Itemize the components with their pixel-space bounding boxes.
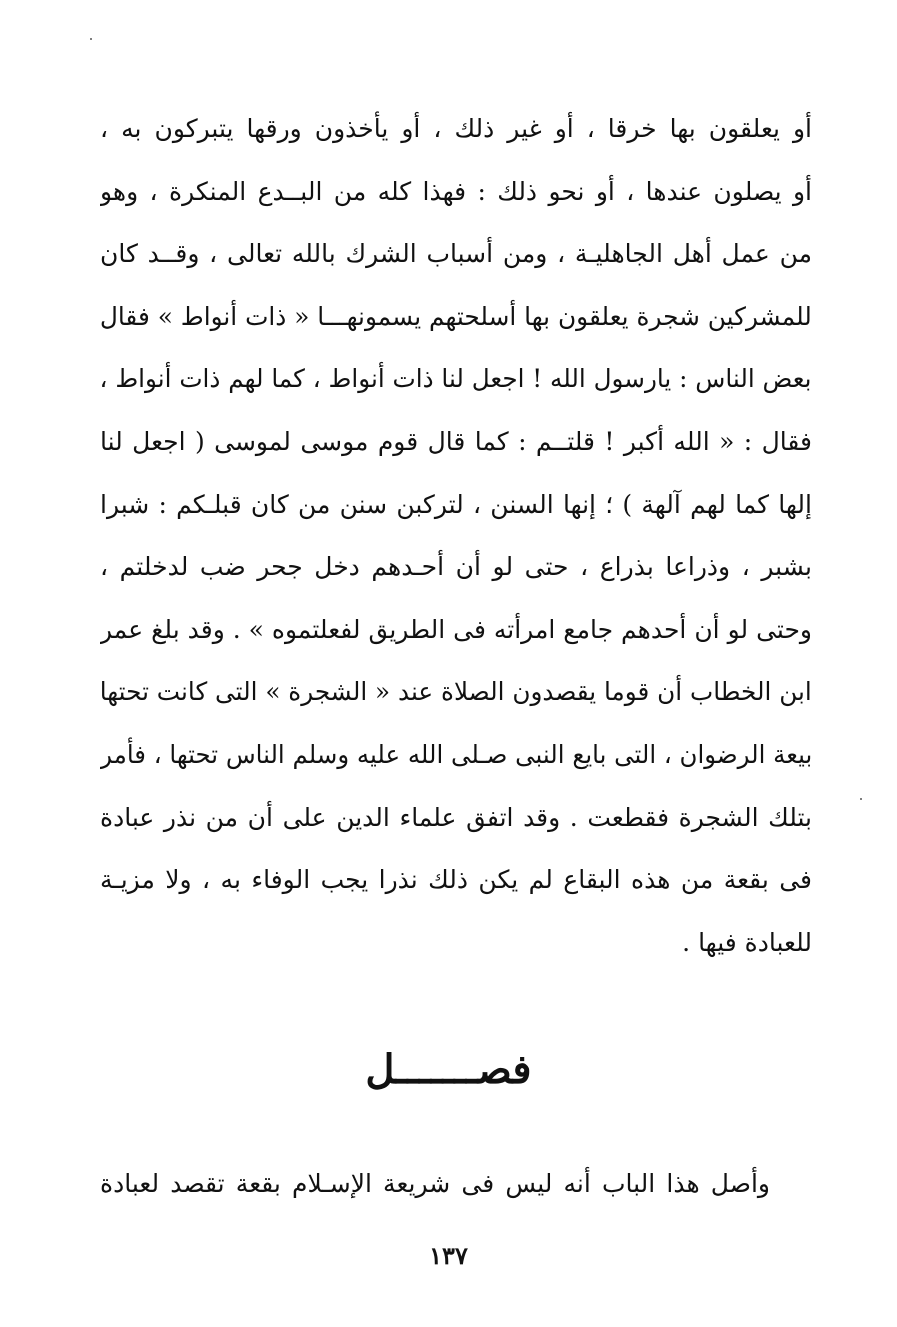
text-line: أو يعلقون بها خرقا ، أو غير ذلك ، أو يأخذون ورقها يتبركون به ،	[100, 114, 812, 143]
section-heading: فصـــــــل	[365, 1046, 532, 1093]
text-line: بيعة الرضوان ، التى بايع النبى صـلى الله عليه وسلم الناس تحتها ، فأمر	[100, 739, 812, 769]
scan-speck	[860, 798, 862, 800]
text-line: إلها كما لهم آلهة ) ؛ إنها السنن ، لتركبن سنن من كان قبلـكم : شبرا	[100, 489, 812, 519]
scan-speck	[90, 38, 92, 40]
text-line: وحتى لو أن أحدهم جامع امرأته فى الطريق لفعلتموه » . وقد بلغ عمر	[100, 614, 812, 644]
text-line: بعض الناس : يارسول الله ! اجعل لنا ذات أنواط ، كما لهم ذات أنواط ،	[100, 364, 812, 394]
body-paragraph	[100, 104, 812, 980]
text-line: للعبادة فيها .	[682, 927, 812, 957]
text-line: فقال : « الله أكبر ! قلتــم : كما قال قوم موسى لموسى ( اجعل لنا	[100, 426, 812, 456]
text-line: بشبر ، وذراعا بذراع ، حتى لو أن أحـدهم دخل جحر ضب لدخلتم ،	[100, 552, 812, 582]
text-line: بتلك الشجرة فقطعت . وقد اتفق علماء الدين على أن من نذر عبادة	[100, 802, 812, 832]
text-line: أو يصلون عندها ، أو نحو ذلك : فهذا كله من البــدع المنكرة ، وهو	[100, 176, 812, 206]
text-line: للمشركين شجرة يعلقون بها أسلحتهم يسمونهـــا « ذات أنواط » فقال	[100, 301, 812, 331]
text-line: ابن الخطاب أن قوما يقصدون الصلاة عند « الشجرة » التى كانت تحتها	[100, 677, 812, 707]
section-first-line: وأصل هذا الباب أنه ليس فى شريعة الإسـلام بقعة تقصد لعبادة	[100, 1169, 770, 1198]
page-number: ١٣٧	[429, 1241, 468, 1270]
text-line: فى بقعة من هذه البقاع لم يكن ذلك نذرا يجب الوفاء به ، ولا مزيـة	[100, 865, 812, 895]
text-line: من عمل أهل الجاهليـة ، ومن أسباب الشرك بالله تعالى ، وقــد كان	[100, 239, 812, 269]
